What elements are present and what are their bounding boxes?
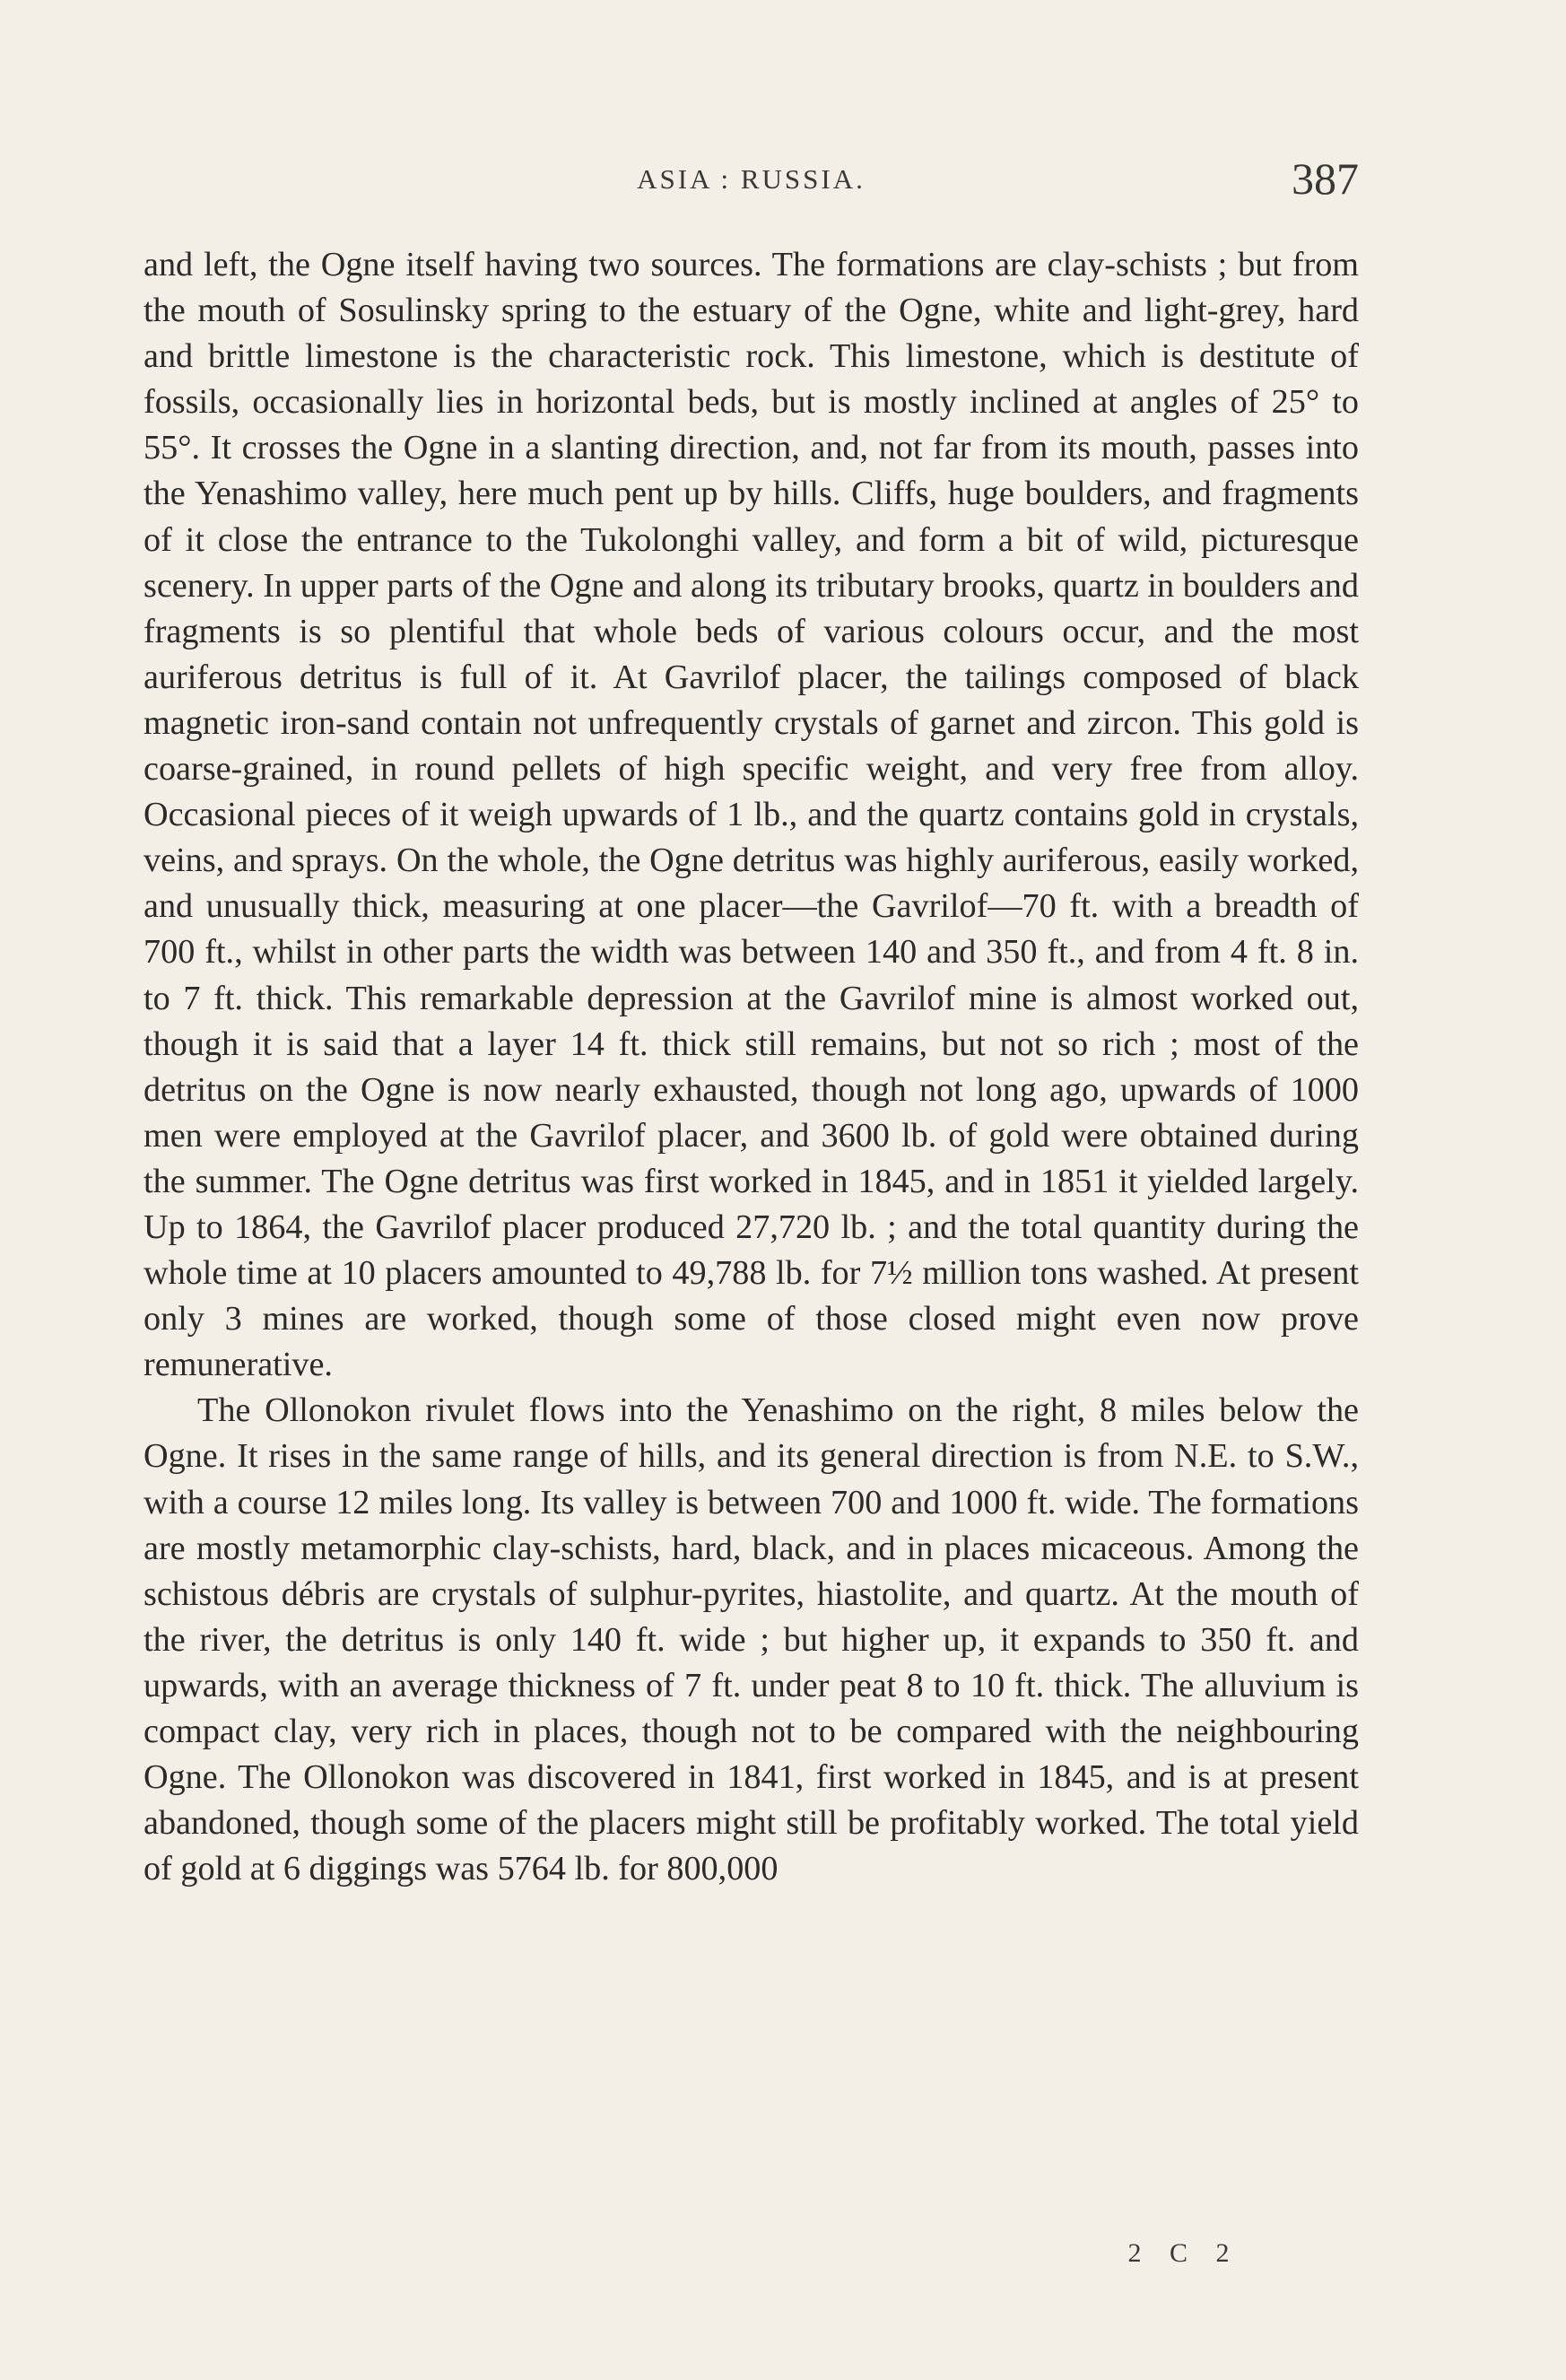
- paragraph-ogne-formations: and left, the Ogne itself having two sources. The formations are clay-schists ; but from the mouth of Sosulinsky spring to the estuary of the Ogne, white and light-grey, hard and brittle limestone is the characteristic rock. This limestone, which is destitute of fossils, occasionally lies in horizontal beds, but is mostly inclined at angles of 25° to 55°. It crosses the Ogne in a slanting direction, and, not far from its mouth, passes into the Yenashimo valley, here much pent up by hills. Cliffs, huge boulders, and fragments of it close the entrance to the Tukolonghi valley, and form a bit of wild, picturesque scenery. In upper parts of the Ogne and along its tributary brooks, quartz in boulders and fragments is so plentiful that whole beds of various colours occur, and the most auriferous detritus is full of it. At Gavrilof placer, the tailings composed of black magnetic iron-sand contain not unfrequently crystals of garnet and zircon. This gold is coarse-grained, in round pellets of high specific weight, and very free from alloy. Occasional pieces of it weigh upwards of 1 lb., and the quartz contains gold in crystals, veins, and sprays. On the whole, the Ogne detritus was highly auriferous, easily worked, and unusually thick, measuring at one placer—the Gavrilof—70 ft. with a breadth of 700 ft., whilst in other parts the width was between 140 and 350 ft., and from 4 ft. 8 in. to 7 ft. thick. This remarkable depression at the Gavrilof mine is almost worked out, though it is said that a layer 14 ft. thick still remains, but not so rich ; most of the detritus on the Ogne is now nearly exhausted, though not long ago, upwards of 1000 men were employed at the Gavrilof placer, and 3600 lb. of gold were obtained during the summer. The Ogne detritus was first worked in 1845, and in 1851 it yielded largely. Up to 1864, the Gavrilof placer produced 27,720 lb. ; and the total quantity during the whole time at 10 placers amounted to 49,788 lb. for 7½ million tons washed. At present only 3 mines are worked, though some of those closed might even now prove remunerative.: [144, 246, 1359, 1384]
- paragraph-ollonokon-rivulet: The Ollonokon rivulet flows into the Yenashimo on the right, 8 miles below the Ogne. It rises in the same range of hills, and its general direction is from N.E. to S.W., with a course 12 miles long. Its valley is between 700 and 1000 ft. wide. The formations are mostly metamorphic clay-schists, hard, black, and in places micaceous. Among the schistous débris are crystals of sulphur-pyrites, hiastolite, and quartz. At the mouth of the river, the detritus is only 140 ft. wide ; but higher up, it expands to 350 ft. and upwards, with an average thickness of 7 ft. under peat 8 to 10 ft. thick. The alluvium is compact clay, very rich in places, though not to be compared with the neighbouring Ogne. The Ollonokon was discovered in 1841, first worked in 1845, and is at present abandoned, though some of the placers might still be profitably worked. The total yield of gold at 6 diggings was 5764 lb. for 800,000: [144, 1391, 1359, 1888]
- page-header: [144, 144, 1359, 215]
- body-text: [144, 242, 1359, 1892]
- page-number: 387: [1292, 153, 1359, 204]
- signature-mark: 2 C 2: [1127, 2238, 1240, 2268]
- running-head: ASIA : RUSSIA.: [637, 163, 866, 195]
